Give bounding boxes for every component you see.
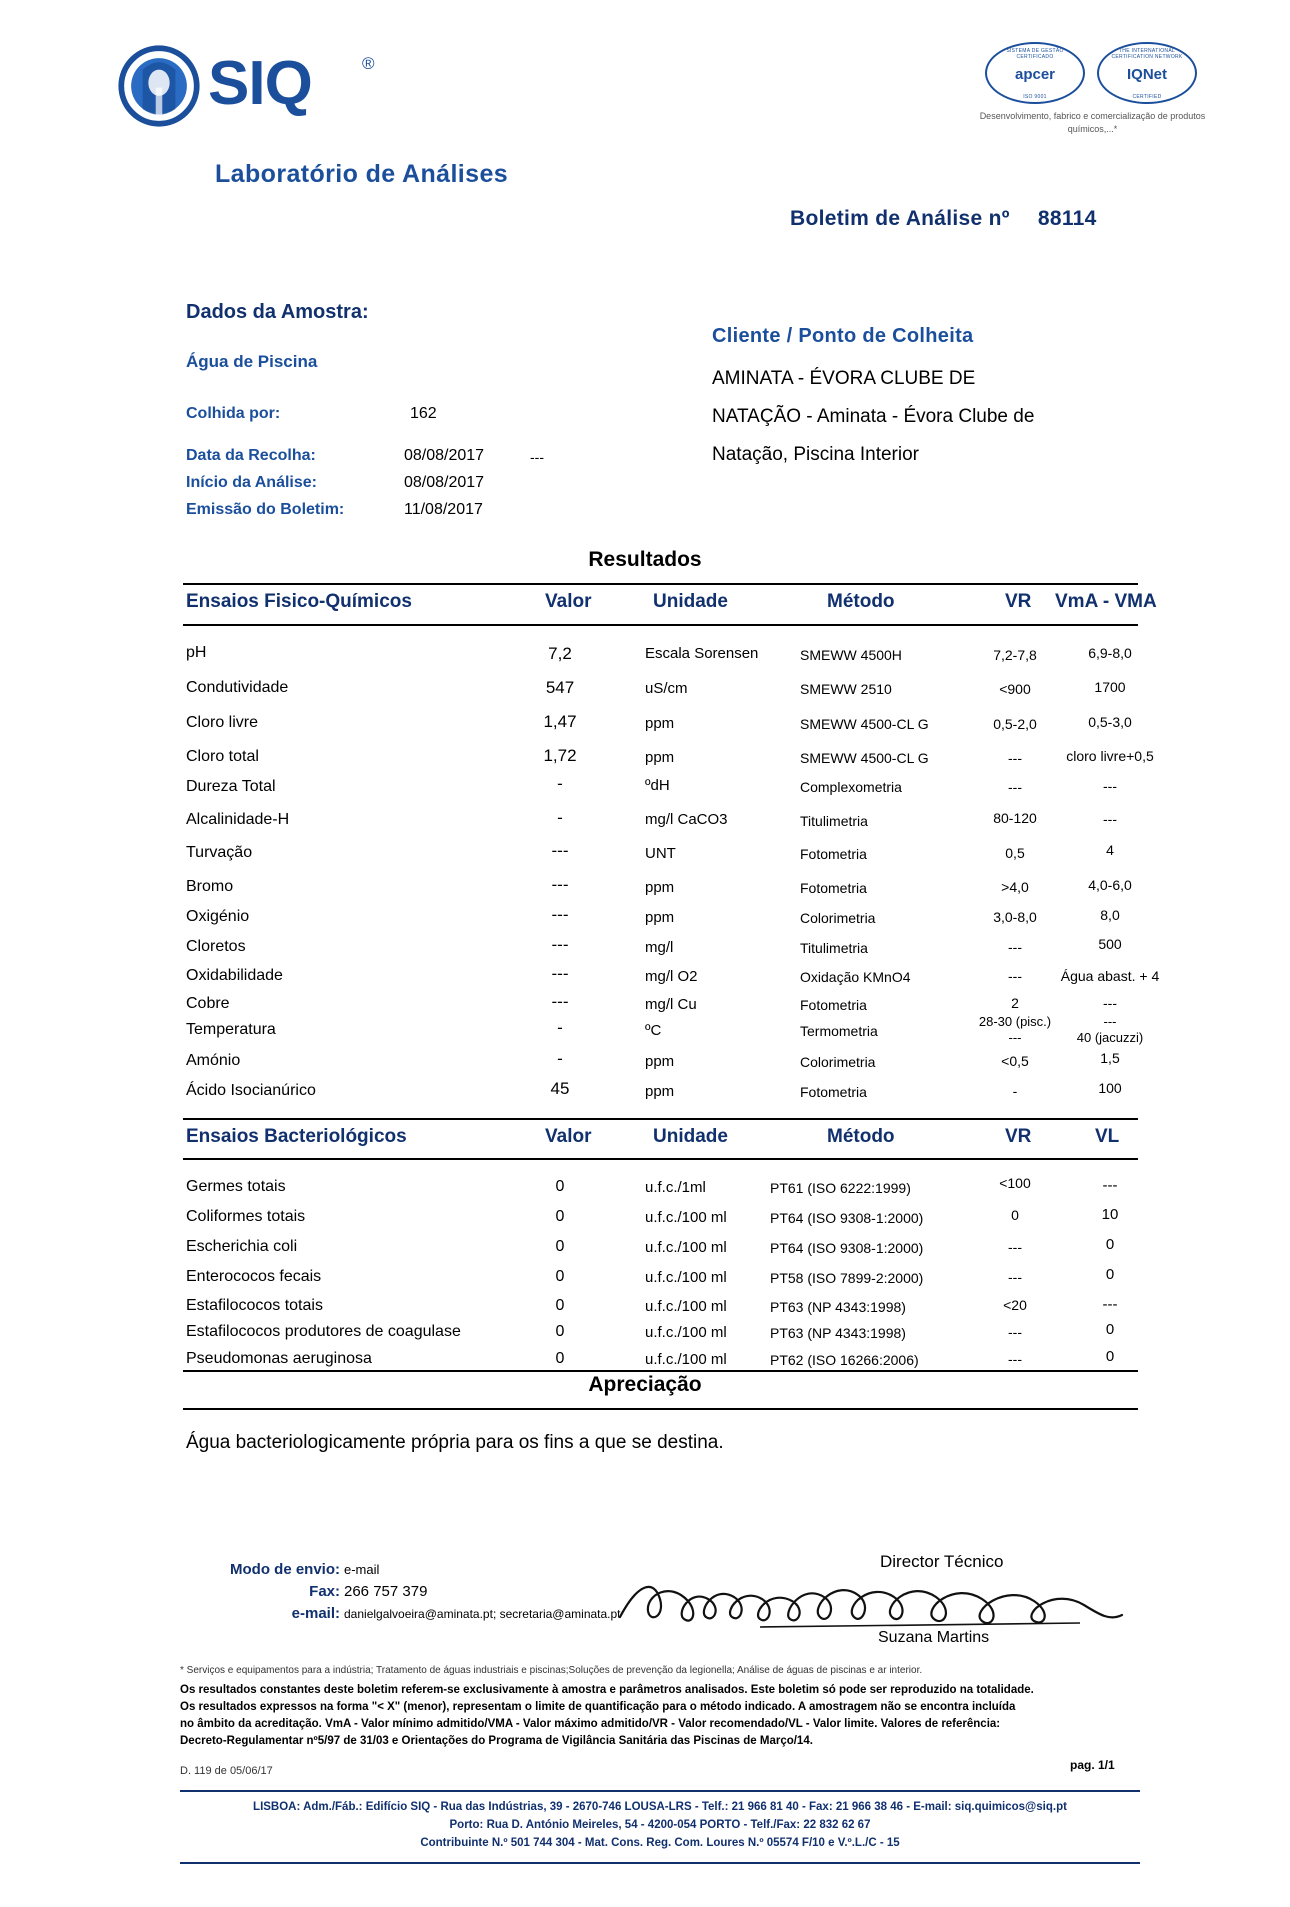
send-method-label: Modo de envio: [230, 1561, 340, 1578]
iqnet-certification-icon [1097, 42, 1197, 104]
client-line-3: Natação, Piscina Interior [712, 444, 919, 465]
table-cell-unidade: u.f.c./100 ml [645, 1324, 727, 1341]
siq-logo-icon [118, 45, 200, 127]
table-cell-unidade: mg/l Cu [645, 996, 697, 1013]
table-cell-vma: --- [1103, 778, 1117, 794]
table-cell-metodo: Titulimetria [800, 813, 868, 829]
table-cell-metodo: Fotometria [800, 846, 867, 862]
bacteria-header-vl: VL [1095, 1126, 1120, 1147]
table-cell-vl: 0 [1105, 1321, 1115, 1338]
table-cell-unidade: uS/cm [645, 680, 688, 697]
table-cell-vr: 7,2-7,8 [993, 647, 1037, 663]
table-cell-vl: --- [1102, 1177, 1118, 1194]
table-cell-vr: <100 [999, 1175, 1031, 1191]
table-cell-valor: 0 [555, 1208, 565, 1225]
table-cell-unidade: ppm [645, 909, 675, 926]
analysis-start-value: 08/08/2017 [404, 474, 485, 491]
certification-logos [979, 38, 1206, 134]
document-code: D. 119 de 05/06/17 [180, 1765, 273, 1777]
bacteria-header-unidade: Unidade [653, 1126, 728, 1147]
email-label: e-mail: [291, 1605, 340, 1622]
bacteria-header-name: Ensaios Bacteriológicos [186, 1126, 407, 1147]
table-cell-vr: >4,0 [1001, 879, 1029, 895]
table-cell-unidade: ppm [645, 715, 675, 732]
legal-line-2: Os resultados expressos na forma "< X" (menor), representam o limite de quantificação para o método indicado. A amostragem não se encontra incluída [180, 1701, 1016, 1713]
table-row: pH [186, 644, 207, 661]
table-cell-vma: 4 [1106, 842, 1114, 858]
table-cell-vma: 100 [1098, 1080, 1122, 1096]
divider-bacteria-top [183, 1118, 1138, 1120]
table-cell-valor: 0 [555, 1297, 565, 1314]
table-cell-metodo: Complexometria [800, 779, 902, 795]
address-line-3: Contribuinte N.º 501 744 304 - Mat. Cons. Reg. Com. Loures N.º 05574 F/10 e V.º.L./C - 15 [420, 1837, 900, 1849]
table-cell-vr: 3,0-8,0 [993, 909, 1037, 925]
divider-apreciacao-top [183, 1370, 1138, 1372]
table-cell-vr: 0,5-2,0 [993, 716, 1037, 732]
table-cell-vma: cloro livre+0,5 [1066, 748, 1154, 764]
table-cell-metodo: PT62 (ISO 16266:2006) [770, 1352, 919, 1368]
table-cell-valor: 1,72 [543, 746, 577, 765]
table-cell-valor: 45 [550, 1079, 570, 1098]
table-cell-vma: 500 [1098, 936, 1122, 952]
bulletin-number-value: 88114 [1037, 207, 1097, 230]
bulletin-number-label: Boletim de Análise nº [790, 207, 1010, 230]
results-section-title: Resultados [588, 548, 702, 571]
table-row: Turvação [186, 844, 253, 861]
table-row: Escherichia coli [186, 1238, 298, 1255]
table-cell-valor: 1,47 [543, 712, 577, 731]
technical-director-label: Director Técnico [880, 1552, 1004, 1571]
table-cell-vl: 0 [1105, 1348, 1115, 1365]
table-cell-valor: - [557, 774, 563, 793]
table-row: Enterococos fecais [186, 1268, 322, 1285]
table-cell-valor: 7,2 [548, 644, 572, 663]
signature-icon [610, 1565, 1130, 1635]
table-cell-metodo: Termometria [800, 1023, 878, 1039]
bacteria-header-vr: VR [1005, 1126, 1032, 1147]
page-number: pag. 1/1 [1070, 1758, 1115, 1772]
address-line-1: LISBOA: Adm./Fáb.: Edifício SIQ - Rua das Indústrias, 39 - 2670-746 LOUSA-LRS - Telf.: 21 966 81 40 - Fax: 21 966 38 46 - E-mail: siq.quimicos@siq.pt [253, 1801, 1067, 1813]
table-cell-unidade: mg/l [645, 939, 674, 956]
table-cell-unidade: u.f.c./100 ml [645, 1351, 727, 1368]
table-cell-metodo: Titulimetria [800, 940, 868, 956]
collected-by-label: Colhida por: [186, 405, 281, 422]
table-cell-vr-second: --- [1008, 1030, 1022, 1045]
table-cell-metodo: SMEWW 4500H [800, 647, 902, 663]
table-cell-vr: --- [1008, 1324, 1022, 1340]
table-cell-metodo: SMEWW 4500-CL G [800, 750, 929, 766]
client-line-2: NATAÇÃO - Aminata - Évora Clube de [712, 406, 1035, 427]
table-cell-valor: --- [551, 964, 569, 983]
company-address-block [180, 1798, 1140, 1852]
legal-line-3: no âmbito da acreditação. VmA - Valor mínimo admitido/VMA - Valor máximo admitido/VR - Valor recomendado/VL - Valor limite. Valores de referência: [180, 1718, 1001, 1730]
table-cell-vr: <900 [999, 681, 1031, 697]
client-details [712, 360, 1132, 474]
table-cell-vr: --- [1008, 1239, 1022, 1255]
table-cell-vma: 1,5 [1100, 1050, 1120, 1066]
table-cell-vr: --- [1008, 750, 1022, 766]
table-cell-vma: 8,0 [1100, 907, 1120, 923]
table-row: Cloretos [186, 938, 246, 955]
table-cell-valor: 547 [545, 678, 575, 697]
divider-physchem-top [183, 583, 1138, 585]
table-row: Temperatura [186, 1021, 276, 1038]
table-row: Bromo [186, 878, 234, 895]
divider-apreciacao-bottom [183, 1408, 1138, 1410]
table-cell-vr: 0,5 [1005, 845, 1025, 861]
table-cell-metodo: PT58 (ISO 7899-2:2000) [770, 1270, 924, 1286]
iqnet-label: IQNet [1126, 66, 1167, 83]
table-cell-vma-second: 40 (jacuzzi) [1076, 1030, 1144, 1045]
table-cell-vr: --- [1008, 779, 1022, 795]
table-cell-valor: --- [551, 875, 569, 894]
address-line-2: Porto: Rua D. António Meireles, 54 - 4200-054 PORTO - Telf./Fax: 22 832 62 67 [449, 1819, 871, 1831]
table-cell-vr: - [1012, 1083, 1018, 1099]
table-cell-metodo: SMEWW 2510 [800, 681, 892, 697]
certification-caption: Desenvolvimento, fabrico e comercialização de produtos químicos,...* [979, 111, 1206, 134]
table-row: Coliformes totais [186, 1208, 306, 1225]
table-cell-metodo: Fotometria [800, 1084, 867, 1100]
table-cell-valor: --- [551, 841, 569, 860]
table-cell-metodo: Fotometria [800, 997, 867, 1013]
table-row: Estafilococos produtores de coagulase [186, 1323, 461, 1340]
collection-date-extra: --- [530, 449, 544, 465]
table-cell-vma: 4,0-6,0 [1088, 877, 1132, 893]
table-row: Alcalinidade-H [186, 811, 290, 828]
table-cell-unidade: mg/l O2 [645, 968, 698, 985]
table-row: Oxigénio [186, 908, 250, 925]
iqnet-arc-bottom: CERTIFIED [1132, 94, 1162, 100]
table-cell-vma: --- [1103, 995, 1117, 1011]
table-cell-vr: 2 [1011, 995, 1019, 1011]
table-cell-vl: 0 [1105, 1236, 1115, 1253]
table-cell-valor: - [557, 1049, 563, 1068]
table-cell-valor: --- [551, 992, 569, 1011]
fax-label: Fax: [309, 1583, 340, 1600]
table-cell-vr: --- [1008, 1269, 1022, 1285]
table-cell-valor: - [557, 1018, 563, 1037]
client-title: Cliente / Ponto de Colheita [712, 325, 974, 347]
analysis-start-label: Início da Análise: [186, 474, 317, 491]
table-cell-unidade: u.f.c./100 ml [645, 1209, 727, 1226]
apcer-arc-top: SISTEMA DE GESTÃO CERTIFICADO [1006, 48, 1064, 60]
table-row: Cobre [186, 995, 230, 1012]
table-cell-metodo: Oxidação KMnO4 [800, 969, 911, 985]
table-cell-valor: 0 [555, 1350, 565, 1367]
legal-disclaimer [180, 1682, 1150, 1750]
table-cell-vl: 10 [1101, 1206, 1119, 1223]
collected-by-value: 162 [410, 405, 437, 422]
table-cell-unidade: ºdH [645, 777, 670, 794]
services-note: * Serviços e equipamentos para a indústria; Tratamento de águas industriais e piscinas;Soluções de prevenção da legionella; Análise de águas de piscinas e ar interior. [180, 1665, 923, 1676]
table-cell-metodo: Colorimetria [800, 910, 876, 926]
divider-footer-top [180, 1790, 1140, 1792]
divider-bacteria-header [183, 1158, 1138, 1160]
table-cell-metodo: PT63 (NP 4343:1998) [770, 1299, 906, 1315]
sample-data-title: Dados da Amostra: [186, 301, 369, 323]
table-cell-vr: 28-30 (pisc.) [978, 1014, 1052, 1029]
table-cell-valor: 0 [555, 1323, 565, 1340]
table-cell-vr: --- [1008, 1351, 1022, 1367]
table-cell-vma: 1700 [1094, 679, 1126, 695]
table-cell-unidade: u.f.c./100 ml [645, 1298, 727, 1315]
physchem-header-vma: VmA - VMA [1055, 591, 1157, 612]
technical-director-name: Suzana Martins [878, 1629, 990, 1646]
table-cell-unidade: ppm [645, 749, 675, 766]
table-cell-unidade: Escala Sorensen [645, 645, 759, 662]
issue-date-value: 11/08/2017 [404, 501, 483, 518]
table-row: Estafilococos totais [186, 1297, 323, 1314]
table-row: Cloro livre [186, 714, 259, 731]
table-cell-metodo: PT64 (ISO 9308-1:2000) [770, 1210, 924, 1226]
table-cell-vr: 0 [1011, 1207, 1019, 1223]
table-row: Condutividade [186, 679, 289, 696]
physchem-header-unidade: Unidade [653, 591, 728, 612]
table-row: Cloro total [186, 748, 259, 765]
apreciacao-title: Apreciação [588, 1373, 702, 1396]
table-cell-vr: <20 [1003, 1297, 1027, 1313]
table-cell-metodo: SMEWW 4500-CL G [800, 716, 929, 732]
apcer-label: apcer [1014, 66, 1056, 83]
table-cell-unidade: u.f.c./1ml [645, 1179, 706, 1196]
table-cell-valor: --- [551, 935, 569, 954]
table-cell-unidade: ppm [645, 1083, 675, 1100]
send-method-value: e-mail [344, 1562, 380, 1577]
collection-date-label: Data da Recolha: [186, 447, 316, 464]
apcer-arc-bottom: ISO 9001 [1023, 94, 1047, 100]
iqnet-arc-top: THE INTERNATIONAL CERTIFICATION NETWORK [1111, 48, 1183, 60]
client-line-1: AMINATA - ÉVORA CLUBE DE [712, 368, 976, 389]
table-row: Germes totais [186, 1178, 286, 1195]
table-cell-vl: --- [1102, 1296, 1118, 1313]
table-cell-unidade: UNT [645, 845, 676, 862]
table-cell-vr: --- [1008, 968, 1022, 984]
table-cell-vr: --- [1008, 939, 1022, 955]
table-cell-vr: <0,5 [1001, 1053, 1029, 1069]
apreciacao-text: Água bacteriologicamente própria para os fins a que se destina. [186, 1432, 724, 1453]
collection-date-value: 08/08/2017 [404, 447, 485, 464]
bulletin-number [790, 207, 1097, 231]
legal-line-4: Decreto-Regulamentar nº5/97 de 31/03 e Orientações do Programa de Vigilância Sanitária das Piscinas de Março/14. [180, 1735, 813, 1747]
table-cell-valor: - [557, 808, 563, 827]
table-row: Pseudomonas aeruginosa [186, 1350, 372, 1367]
bacteria-header-valor: Valor [545, 1126, 592, 1147]
sample-type: Água de Piscina [186, 352, 318, 371]
physchem-header-metodo: Método [827, 591, 895, 612]
logo-registered-mark: ® [362, 54, 375, 73]
table-cell-metodo: Fotometria [800, 880, 867, 896]
table-cell-vma: 0,5-3,0 [1088, 714, 1132, 730]
issue-date-label: Emissão do Boletim: [186, 501, 345, 518]
table-cell-unidade: u.f.c./100 ml [645, 1269, 727, 1286]
table-cell-metodo: PT61 (ISO 6222:1999) [770, 1180, 911, 1196]
legal-line-1: Os resultados constantes deste boletim referem-se exclusivamente à amostra e parâmetros analisados. Este boletim só pode ser reproduzido na totalidade. [180, 1684, 1034, 1696]
fax-value: 266 757 379 [344, 1583, 428, 1600]
table-cell-vl: 0 [1105, 1266, 1115, 1283]
logo-wordmark: SIQ [208, 49, 312, 118]
divider-footer-bottom [180, 1862, 1140, 1864]
table-cell-vr: 80-120 [993, 810, 1037, 826]
table-cell-vma: --- [1103, 811, 1117, 827]
table-cell-valor: --- [551, 905, 569, 924]
table-cell-unidade: ppm [645, 1053, 675, 1070]
table-cell-vma: 6,9-8,0 [1088, 645, 1132, 661]
email-value: danielgalvoeira@aminata.pt; secretaria@aminata.pt [344, 1607, 621, 1621]
table-cell-valor: 0 [555, 1268, 565, 1285]
table-cell-metodo: PT63 (NP 4343:1998) [770, 1325, 906, 1341]
table-cell-valor: 0 [555, 1178, 565, 1195]
table-cell-vma: --- [1103, 1014, 1117, 1029]
siq-logo [100, 40, 380, 130]
table-row: Oxidabilidade [186, 967, 283, 984]
table-row: Amónio [186, 1052, 241, 1069]
laboratory-title: Laboratório de Análises [215, 160, 509, 188]
physchem-header-name: Ensaios Fisico-Químicos [186, 591, 412, 612]
divider-physchem-header [183, 624, 1138, 626]
table-cell-metodo: Colorimetria [800, 1054, 876, 1070]
table-cell-unidade: ppm [645, 879, 675, 896]
table-cell-metodo: PT64 (ISO 9308-1:2000) [770, 1240, 924, 1256]
table-cell-unidade: mg/l CaCO3 [645, 811, 728, 828]
physchem-header-valor: Valor [545, 591, 592, 612]
table-row: Dureza Total [186, 778, 276, 795]
table-cell-vma: Água abast. + 4 [1060, 968, 1160, 984]
bacteria-header-metodo: Método [827, 1126, 895, 1147]
physchem-header-vr: VR [1005, 591, 1032, 612]
table-cell-unidade: ºC [645, 1022, 662, 1039]
table-row: Ácido Isocianúrico [186, 1082, 316, 1099]
table-cell-valor: 0 [555, 1238, 565, 1255]
apcer-certification-icon [985, 42, 1085, 104]
table-cell-unidade: u.f.c./100 ml [645, 1239, 727, 1256]
